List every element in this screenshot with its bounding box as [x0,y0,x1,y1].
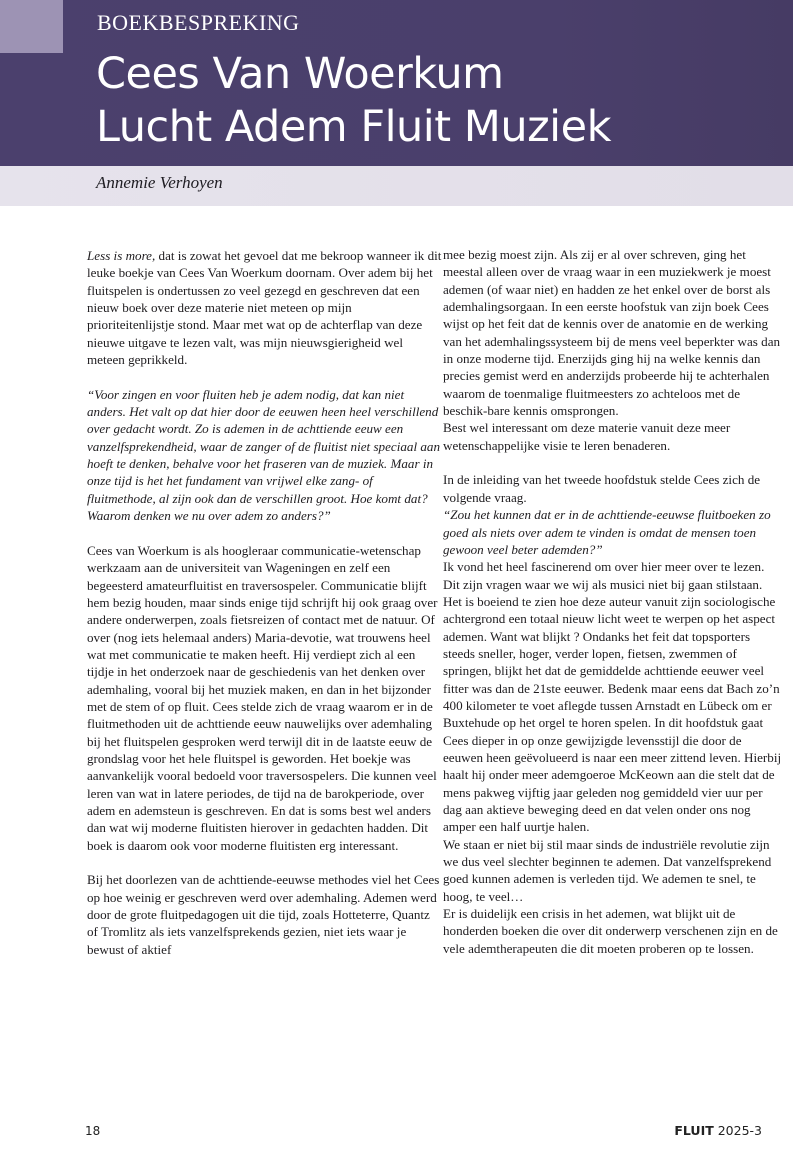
magazine-issue [674,1123,762,1138]
title-line-2: Lucht Adem Fluit Muziek [96,102,611,152]
issue-number: 2025-3 [713,1123,762,1138]
intro-text: dat is zowat het gevoel dat me bekroop wanneer ik dit leuke boekje van Cees Van Woerkum doornam. Over adem bij het fluitspelen is ondertussen zo veel gezegd en geschreven dat een nieuw boek over deze materie niet meteen op mijn prioriteitenlijstje stond. Maar met wat op de achterflap van deze nieuwe uitgave te lezen valt, was mijn nieuwsgierigheid wel meteen geprikkeld. [87,248,442,368]
methods-paragraph: Bij het doorlezen van de achttiende-eeuwse methodes viel het Cees op hoe weinig er geschreven werd over ademhaling. Ademen werd door de grote fluitpedagogen uit die tijd, zoals Hotteterre, Quantz of Tromlitz als iets vanzelfsprekends gezien, niet iets waar je bewust of aktief [87,872,440,957]
intro-paragraph [87,247,442,368]
author-bio-paragraph: Cees van Woerkum is als hoogleraar communicatie-wetenschap werkzaam aan de universiteit van Wageningen en zelf een begeesterd amateurfluitist en traversospeler. Communicatie blijft hem bezig houden, maar sinds enige tijd schrijft hij ook graag over andere onderwerpen, zoals fietsreizen of contact met de natuur. Of over (nog iets helemaal anders) Maria-devotie, wat trouwens heel wat met communicatie te maken heeft. Hij verdiept zich al een tijdje in het onderzoek naar de geschiedenis van het denken over ademhaling, vooral bij het muziek maken, en dan in het bijzonder met de stem of op fluit. Cees stelde zich de vraag waarom er in de fluitmethoden uit de achttiende eeuw nauwelijks over ademhaling bij het fluitspelen gesproken werd terwijl dit in de laatste eeuw de grondslag voor het hele fluitspel is geworden. Het boekje was aanvankelijk vooral bedoeld voor traversospelers. Die kunnen veel leren van wat in latere periodes, de tijd na de barokperiode, over adem en ademsteun is geschreven. En dat is soms best wel anders dan wat wij moderne fluitisten hierover in gedachten hadden. Dit boek is daarom ook voor moderne fluitisten erg interessant. [87,542,438,853]
continued-paragraph: mee bezig moest zijn. Als zij er al over schreven, ging het meestal alleen over de vraag waar in een muziekwerk je moest ademen (of waar niet) en hadden ze het enkel over de borst als ademhalingsorgaan. In een eerste hoofstuk van zijn boek Cees wijst op het feit dat de kennis over de anatomie en de werking van het ademhalingssysteem bij de mens veel beperkter was dan in onze moderne tijd. Enerzijds ging hij na welke kennis dan precies gemist werd en anderzijds probeerde hij te achterhalen waarom de toenmalige fluitmeesters zo achteloos met de beschik-bare kennis omsprongen. [443,247,781,419]
crisis-paragraph: Er is duidelijk een crisis in het ademen, wat blijkt uit de honderden boeken die over dit onderwerp verschenen zijn en de vele ademtherapeuten die dit moeten proberen op te lossen. [443,906,778,956]
blurb-quote: “Voor zingen en voor fluiten heb je adem nodig, dat kan niet anders. Het valt op dat hier door de eeuwen heen heel verschillend over gedacht wordt. Zo is ademen in de achttiende eeuw een vanzelfsprekendheid, waar de zanger of de fluitist niet speciaal aan hoeft te denken, behalve voor het fraseren van de muziek. Maar in onze tijd is het het fundament van vrijwel elke zang- of fluitmethode, al zijn ook dan de verschillen groot. Hoe komt dat? Waarom denken we nu over adem zo anders?” [87,386,440,524]
fascination-paragraph: Ik vond het heel fascinerend om over hier meer over te lezen. Dit zijn vragen waar we wij als musici niet bij gaan stilstaan. Het is boeiend te zien hoe deze auteur vanuit zijn sociologische achtergrond een totaal nieuw licht weet te werpen op het aspect ademen. Want wat blijkt ? Ondanks het feit dat topsporters steeds sneller, hoger, verder lopen, fietsen, zwemmen of springen, blijkt het dat de gemiddelde achttiende eeuwer veel fitter was dan de 21ste eeuwer. Bedenk maar eens dat Bach zo’n 400 kilometer te voet aflegde tussen Arnstadt en Lübeck om er Buxtehude op het orgel te horen spelen. In dit hoofdstuk gaat Cees dieper in op onze gewijzigde levensstijl die door de eeuwen heen geëvolueerd is naar een meer zittend leven. Hierbij haalt hij onder meer ademgoeroe McKeown aan die stelt dat de mens pakweg vijftig jaar geleden nog gemiddeld vier uur per dag aan aktieve beweging deed en dat velen onder ons nog amper een half uurtje halen. [443,559,782,835]
header-color-tab [0,0,63,53]
page-number: 18 [85,1124,101,1138]
right-column [443,246,783,957]
chapter-two-question: “Zou het kunnen dat er in de achttiende-eeuwse fluitboeken zo goed als niets over adem te vinden is omdat de mensen toen gewoon veel beter ademden?” [443,507,771,557]
interest-paragraph: Best wel interessant om deze materie vanuit deze meer wetenschappelijke visie te leren benaderen. [443,420,731,453]
left-column [87,247,442,958]
industrial-revolution-paragraph: We staan er niet bij stil maar sinds de industriële revolutie zijn we dus veel slechter beginnen te ademen. Dat vanzelfsprekend goed kunnen ademen is verleden tijd. We ademen te snel, te hoog, te veel… [443,836,772,904]
article-title [96,48,611,154]
title-line-1: Cees Van Woerkum [96,49,504,99]
intro-lead-phrase: Less is more, [87,248,156,263]
magazine-name: FLUIT [674,1123,714,1138]
author-byline: Annemie Verhoyen [96,173,223,192]
section-kicker: BOEKBESPREKING [97,10,300,35]
chapter-two-intro: In de inleiding van het tweede hoofdstuk stelde Cees zich de volgende vraag. [443,472,761,505]
